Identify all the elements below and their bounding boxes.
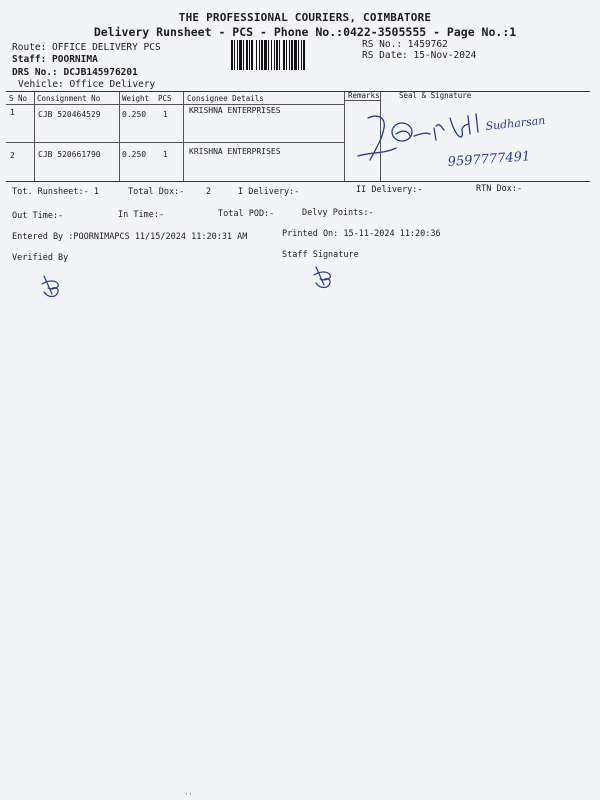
staff-signature-label: Staff Signature: [282, 250, 359, 260]
row1-consignee: KRISHNA ENTERPRISES: [189, 106, 281, 115]
rs-date: RS Date: 15-Nov-2024: [362, 50, 477, 61]
ii-delivery: II Delivery:-: [356, 185, 423, 195]
signature-name: Sudharsan: [484, 113, 546, 133]
rtn-dox: RTN Dox:-: [476, 184, 523, 194]
col-seal: Seal & Signature: [399, 91, 472, 100]
total-pod: Total POD:-: [218, 209, 275, 219]
row1-pcs: 1: [163, 110, 168, 119]
col-weight: Weight: [122, 94, 150, 103]
barcode-image: [230, 40, 355, 70]
rs-number: RS No.: 1459762: [362, 39, 448, 50]
staff-initials: [310, 263, 336, 291]
row2-sno: 2: [10, 151, 15, 160]
col-remarks: Remarks: [348, 91, 380, 100]
in-time: In Time:-: [118, 210, 165, 220]
entered-by: Entered By :POORNIMAPCS 11/15/2024 11:20:31 AM: [12, 232, 248, 242]
row2-weight: 0.250: [122, 150, 147, 159]
page-bottom-mark: '': [184, 792, 193, 800]
total-dox: Total Dox:-: [128, 187, 185, 197]
total-dox-value: 2: [206, 187, 212, 197]
verified-by-label: Verified By: [12, 253, 69, 263]
col-consignment: Consignment No: [37, 94, 101, 103]
delvy-points: Delvy Points:-: [302, 208, 374, 218]
row1-consignment: CJB 520464529: [38, 110, 101, 119]
runsheet-subtitle: Delivery Runsheet - PCS - Phone No.:0422-3505555 - Page No.:1: [93, 25, 517, 39]
vehicle-label: Vehicle: Office Delivery: [18, 79, 156, 90]
col-sno: S No: [9, 94, 28, 103]
staff-label: Staff: POORNIMA: [12, 54, 98, 65]
out-time: Out Time:-: [12, 211, 64, 221]
drs-number: DRS No.: DCJB145976201: [12, 67, 138, 78]
row1-weight: 0.250: [122, 110, 147, 119]
tot-runsheet: Tot. Runsheet:- 1: [12, 187, 99, 197]
verifier-initials: [38, 272, 64, 300]
receiver-signature: [350, 108, 590, 180]
printed-on: Printed On: 15-11-2024 11:20:36: [282, 229, 441, 239]
row2-pcs: 1: [163, 150, 168, 159]
row1-sno: 1: [10, 108, 15, 117]
signature-phone: 9597777491: [447, 149, 531, 170]
col-pcs: PCS: [158, 94, 172, 103]
row2-consignee: KRISHNA ENTERPRISES: [189, 147, 281, 156]
i-delivery: I Delivery:-: [238, 187, 300, 197]
col-consignee: Consignee Details: [187, 94, 264, 103]
route-label: Route: OFFICE DELIVERY PCS: [12, 42, 161, 53]
row2-consignment: CJB 520661790: [38, 150, 101, 159]
company-title: THE PROFESSIONAL COURIERS, COIMBATORE: [178, 11, 432, 24]
